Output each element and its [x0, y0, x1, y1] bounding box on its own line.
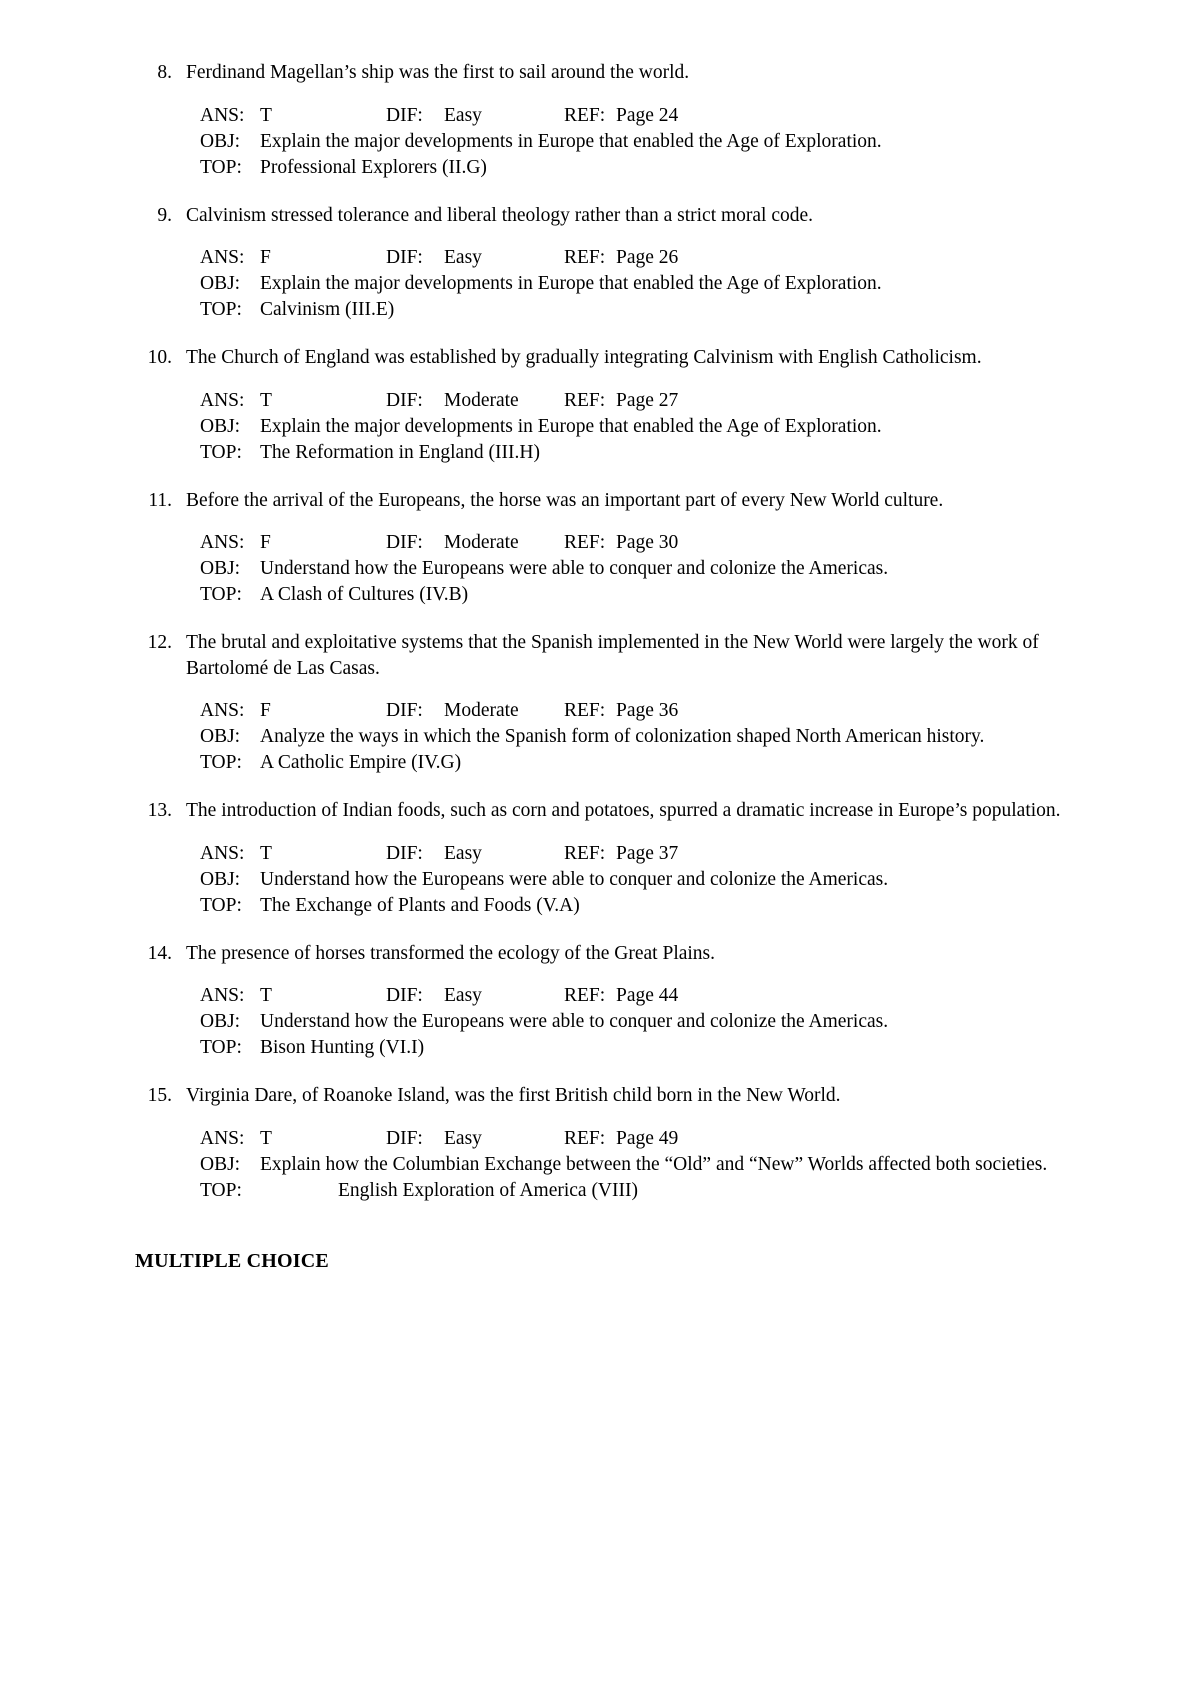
- question-number: 11.: [148, 489, 172, 511]
- obj-value: Understand how the Europeans were able to conquer and colonize the Americas.: [260, 558, 889, 580]
- dif-label: DIF:: [386, 700, 423, 722]
- ref-value: Page 37: [616, 842, 679, 864]
- question-block: [140, 941, 1071, 1062]
- top-value: English Exploration of America (VIII): [338, 1179, 638, 1201]
- question-text: Virginia Dare, of Roanoke Island, was the first British child born in the New World.: [186, 1085, 841, 1107]
- top-value: A Catholic Empire (IV.G): [260, 752, 462, 774]
- ref-value: Page 44: [616, 985, 679, 1007]
- dif-label: DIF:: [386, 532, 423, 554]
- ref-label: REF:: [564, 700, 606, 722]
- question-line: [140, 630, 1071, 681]
- answer-row: [200, 530, 1071, 556]
- obj-value: Explain the major developments in Europe that enabled the Age of Exploration.: [260, 130, 882, 152]
- ans-value: F: [260, 532, 271, 554]
- obj-label: OBJ:: [200, 868, 241, 890]
- objective-row: [200, 867, 1071, 893]
- question-text: The presence of horses transformed the ecology of the Great Plains.: [186, 942, 716, 964]
- ref-value: Page 24: [616, 104, 679, 126]
- top-value: A Clash of Cultures (IV.B): [260, 584, 469, 606]
- ref-label: REF:: [564, 532, 606, 554]
- ref-label: REF:: [564, 389, 606, 411]
- obj-value: Explain the major developments in Europe that enabled the Age of Exploration.: [260, 415, 882, 437]
- ans-value: F: [260, 247, 271, 269]
- obj-value: Understand how the Europeans were able to conquer and colonize the Americas.: [260, 1011, 889, 1033]
- topic-row: [200, 750, 1071, 776]
- question-metadata: [200, 103, 1071, 181]
- question-number: 8.: [157, 62, 172, 83]
- question-metadata: [200, 983, 1071, 1061]
- top-label: TOP:: [200, 894, 242, 916]
- answer-row: [200, 841, 1071, 867]
- question-line: [140, 203, 1071, 229]
- question-metadata: [200, 698, 1071, 776]
- obj-value: Analyze the ways in which the Spanish form of colonization shaped North American history.: [260, 726, 985, 748]
- question-line: [140, 1083, 1071, 1109]
- question-metadata: [200, 1126, 1071, 1204]
- ref-label: REF:: [564, 104, 606, 126]
- question-block: [140, 488, 1071, 609]
- question-text: Before the arrival of the Europeans, the horse was an important part of every New World culture.: [186, 489, 944, 511]
- question-line: [140, 60, 1071, 86]
- ans-label: ANS:: [200, 389, 245, 411]
- ref-value: Page 27: [616, 389, 679, 411]
- top-value: Professional Explorers (II.G): [260, 156, 487, 178]
- obj-label: OBJ:: [200, 726, 241, 748]
- question-number: 9.: [157, 204, 172, 226]
- dif-value: Easy: [444, 985, 482, 1007]
- ref-label: REF:: [564, 842, 606, 864]
- question-line: [140, 345, 1071, 371]
- ref-label: REF:: [564, 247, 606, 269]
- dif-label: DIF:: [386, 1127, 423, 1149]
- topic-row: [200, 1178, 1071, 1204]
- top-label: TOP:: [200, 1179, 242, 1201]
- topic-row: [200, 440, 1071, 466]
- top-label: TOP:: [200, 752, 242, 774]
- obj-value: Explain the major developments in Europe that enabled the Age of Exploration.: [260, 273, 882, 295]
- top-label: TOP:: [200, 441, 242, 463]
- top-label: TOP:: [200, 1037, 242, 1059]
- top-label: TOP:: [200, 299, 242, 321]
- ref-label: REF:: [564, 985, 606, 1007]
- answer-row: [200, 245, 1071, 271]
- question-text: The introduction of Indian foods, such as corn and potatoes, spurred a dramatic increase in Europe’s population.: [186, 800, 1061, 822]
- question-text: The Church of England was established by gradually integrating Calvinism with English Catholicism.: [186, 347, 982, 368]
- obj-label: OBJ:: [200, 273, 241, 295]
- top-label: TOP:: [200, 584, 242, 606]
- ref-value: Page 26: [616, 247, 679, 269]
- dif-value: Easy: [444, 842, 482, 864]
- question-block: [140, 60, 1071, 181]
- dif-label: DIF:: [386, 985, 423, 1007]
- dif-value: Moderate: [444, 532, 519, 554]
- top-value: The Reformation in England (III.H): [260, 441, 540, 463]
- dif-value: Moderate: [444, 389, 519, 411]
- ans-label: ANS:: [200, 1127, 245, 1149]
- ans-label: ANS:: [200, 104, 245, 126]
- question-block: [140, 1083, 1071, 1204]
- obj-label: OBJ:: [200, 130, 241, 152]
- question-line: [140, 941, 1071, 967]
- question-number: 15.: [147, 1085, 172, 1107]
- dif-label: DIF:: [386, 389, 423, 411]
- question-number: 10.: [147, 347, 172, 368]
- ans-value: T: [260, 985, 272, 1007]
- objective-row: [200, 1152, 1071, 1178]
- obj-label: OBJ:: [200, 1153, 241, 1175]
- question-block: [140, 630, 1071, 776]
- question-line: [140, 488, 1071, 514]
- ans-value: T: [260, 389, 272, 411]
- obj-value: Explain how the Columbian Exchange between the “Old” and “New” Worlds affected both societies.: [260, 1153, 1048, 1175]
- objective-row: [200, 1009, 1071, 1035]
- answer-row: [200, 698, 1071, 724]
- question-block: [140, 798, 1071, 919]
- section-heading: MULTIPLE CHOICE: [135, 1249, 329, 1272]
- objective-row: [200, 724, 1071, 750]
- question-block: [140, 345, 1071, 466]
- dif-label: DIF:: [386, 842, 423, 864]
- ref-value: Page 30: [616, 532, 679, 554]
- obj-label: OBJ:: [200, 558, 241, 580]
- question-text: Calvinism stressed tolerance and liberal theology rather than a strict moral code.: [186, 204, 814, 226]
- dif-value: Easy: [444, 247, 482, 269]
- dif-label: DIF:: [386, 247, 423, 269]
- ref-value: Page 36: [616, 700, 679, 722]
- topic-row: [200, 297, 1071, 323]
- question-text: The brutal and exploitative systems that the Spanish implemented in the New World were largely the work of Bartolomé de Las Casas.: [186, 632, 1039, 679]
- top-label: TOP:: [200, 156, 242, 178]
- dif-value: Moderate: [444, 700, 519, 722]
- question-number: 13.: [147, 800, 172, 822]
- objective-row: [200, 129, 1071, 155]
- topic-row: [200, 1035, 1071, 1061]
- dif-value: Easy: [444, 1127, 482, 1149]
- ans-value: T: [260, 842, 272, 864]
- question-metadata: [200, 841, 1071, 919]
- objective-row: [200, 414, 1071, 440]
- ans-label: ANS:: [200, 985, 245, 1007]
- dif-label: DIF:: [386, 104, 423, 126]
- topic-row: [200, 893, 1071, 919]
- ans-label: ANS:: [200, 700, 245, 722]
- ref-value: Page 49: [616, 1127, 679, 1149]
- obj-value: Understand how the Europeans were able to conquer and colonize the Americas.: [260, 868, 889, 890]
- question-text: Ferdinand Magellan’s ship was the first to sail around the world.: [186, 62, 690, 83]
- ans-value: T: [260, 1127, 272, 1149]
- question-number: 14.: [147, 942, 172, 964]
- dif-value: Easy: [444, 104, 482, 126]
- top-value: Bison Hunting (VI.I): [260, 1037, 425, 1059]
- ans-label: ANS:: [200, 842, 245, 864]
- objective-row: [200, 556, 1071, 582]
- question-block: [140, 203, 1071, 324]
- answer-row: [200, 1126, 1071, 1152]
- question-metadata: [200, 388, 1071, 466]
- answer-row: [200, 983, 1071, 1009]
- answer-row: [200, 388, 1071, 414]
- obj-label: OBJ:: [200, 1011, 241, 1033]
- ans-value: F: [260, 700, 271, 722]
- ans-value: T: [260, 104, 272, 126]
- question-line: [140, 798, 1071, 824]
- objective-row: [200, 271, 1071, 297]
- question-number: 12.: [147, 632, 172, 653]
- question-metadata: [200, 245, 1071, 323]
- topic-row: [200, 582, 1071, 608]
- top-value: Calvinism (III.E): [260, 299, 395, 321]
- top-value: The Exchange of Plants and Foods (V.A): [260, 894, 580, 916]
- topic-row: [200, 155, 1071, 181]
- ans-label: ANS:: [200, 247, 245, 269]
- ref-label: REF:: [564, 1127, 606, 1149]
- obj-label: OBJ:: [200, 415, 241, 437]
- question-metadata: [200, 530, 1071, 608]
- ans-label: ANS:: [200, 532, 245, 554]
- answer-row: [200, 103, 1071, 129]
